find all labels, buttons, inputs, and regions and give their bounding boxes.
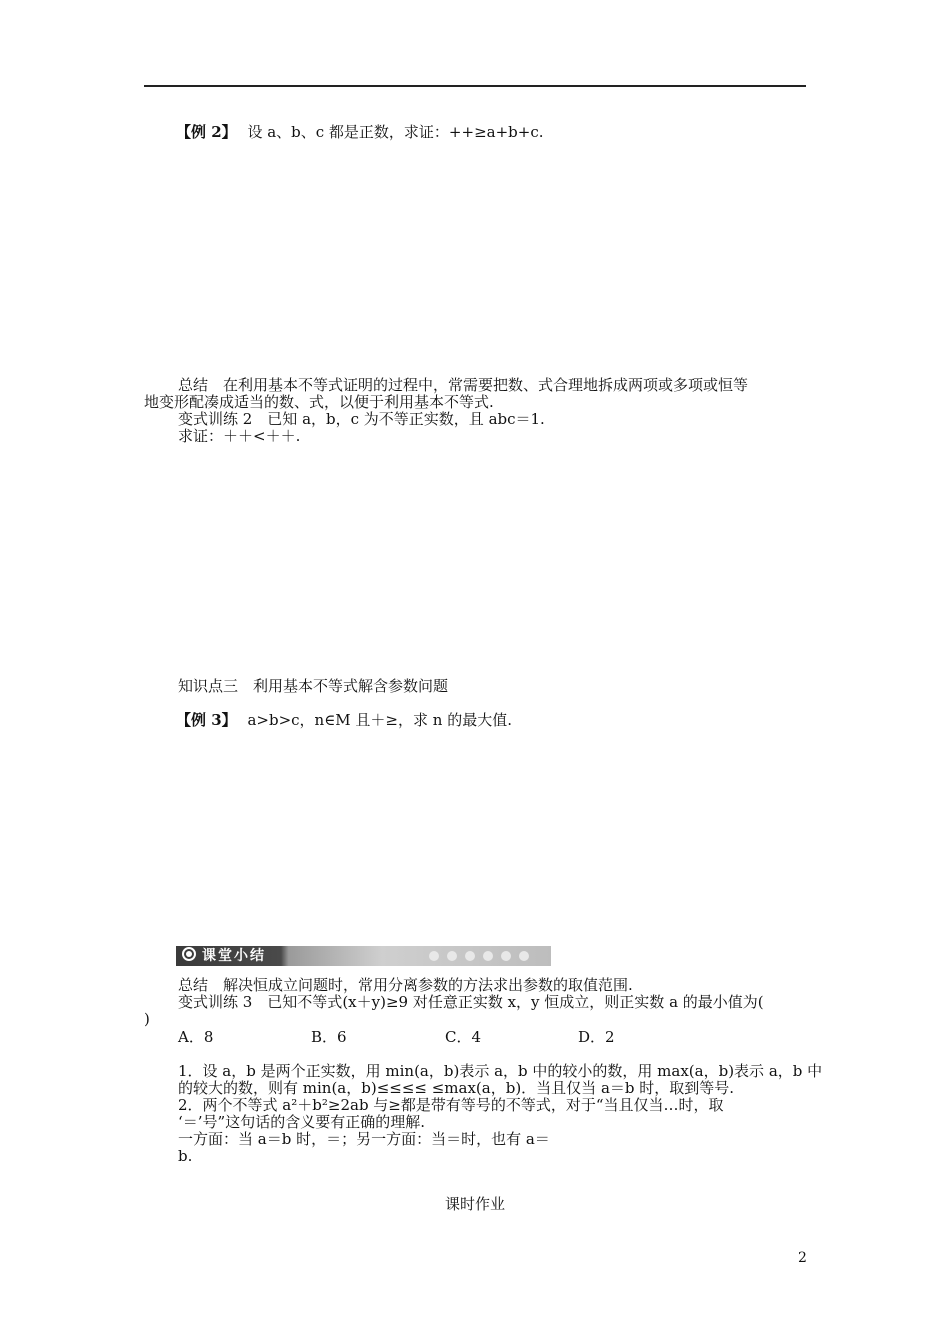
summary-2-line-1: 总结 解决恒成立问题时，常用分离参数的方法求出参数的取值范围. [178, 976, 633, 994]
exercise-3-line-2: ) [144, 1010, 150, 1028]
exercise-2-line-2: 求证：＋＋<＋＋. [178, 427, 301, 445]
header-rule [144, 85, 806, 87]
class-summary-banner [176, 946, 551, 966]
note-2-line-2: ‘＝’号”这句话的含义要有正确的理解. [178, 1113, 425, 1131]
exercise-3-line-1: 变式训练 3 已知不等式(x＋y)≥9 对任意正实数 x，y 恒成立，则正实数 a 的最小值为( [178, 993, 764, 1011]
decorative-dot [429, 951, 439, 961]
decorative-dot [519, 951, 529, 961]
decorative-dot [483, 951, 493, 961]
example-3-text: a>b>c，n∈M 且＋≥，求 n 的最大值. [247, 711, 512, 729]
option-c: C．4 [445, 1028, 482, 1046]
decorative-dot [501, 951, 511, 961]
example-2 [176, 124, 544, 141]
example-2-label: 【例 2】 [176, 123, 237, 141]
page-number: 2 [798, 1250, 807, 1266]
knowledge-point-3-title: 知识点三 利用基本不等式解含参数问题 [178, 677, 449, 695]
note-1-line-2: 的较大的数，则有 min(a，b)≤≤≤≤ ≤max(a，b)．当且仅当 a＝b 时，取到等号. [178, 1079, 735, 1097]
decorative-dot [465, 951, 475, 961]
class-summary-banner-label [182, 947, 266, 965]
note-2-line-1: 2．两个不等式 a²＋b²≥2ab 与≥都是带有等号的不等式，对于“当且仅当…时，取 [178, 1096, 724, 1114]
exercise-2-line-1: 变式训练 2 已知 a，b，c 为不等正实数，且 abc＝1. [178, 410, 545, 428]
example-2-text: 设 a、b、c 都是正数，求证：++≥a+b+c. [247, 123, 544, 141]
option-b: B．6 [311, 1028, 347, 1046]
note-1-line-1: 1．设 a，b 是两个正实数，用 min(a，b)表示 a，b 中的较小的数，用 max(a，b)表示 a，b 中 [178, 1062, 823, 1080]
class-summary-title: 课堂小结 [202, 948, 266, 964]
decorative-dot [447, 951, 457, 961]
example-3 [176, 712, 512, 729]
summary-1-line-2: 地变形配凑成适当的数、式，以便于利用基本不等式. [144, 393, 494, 411]
summary-1-line-1: 总结 在利用基本不等式证明的过程中，常需要把数、式合理地拆成两项或多项或恒等 [178, 376, 749, 394]
option-a: A．8 [178, 1028, 214, 1046]
option-d: D．2 [578, 1028, 615, 1046]
note-2-line-3: 一方面：当 a＝b 时，＝；另一方面：当＝时，也有 a＝ [178, 1130, 550, 1148]
homework-title: 课时作业 [444, 1195, 505, 1213]
circle-bullet-icon [182, 947, 196, 961]
note-2-line-4: b. [178, 1147, 193, 1165]
example-3-label: 【例 3】 [176, 711, 237, 729]
